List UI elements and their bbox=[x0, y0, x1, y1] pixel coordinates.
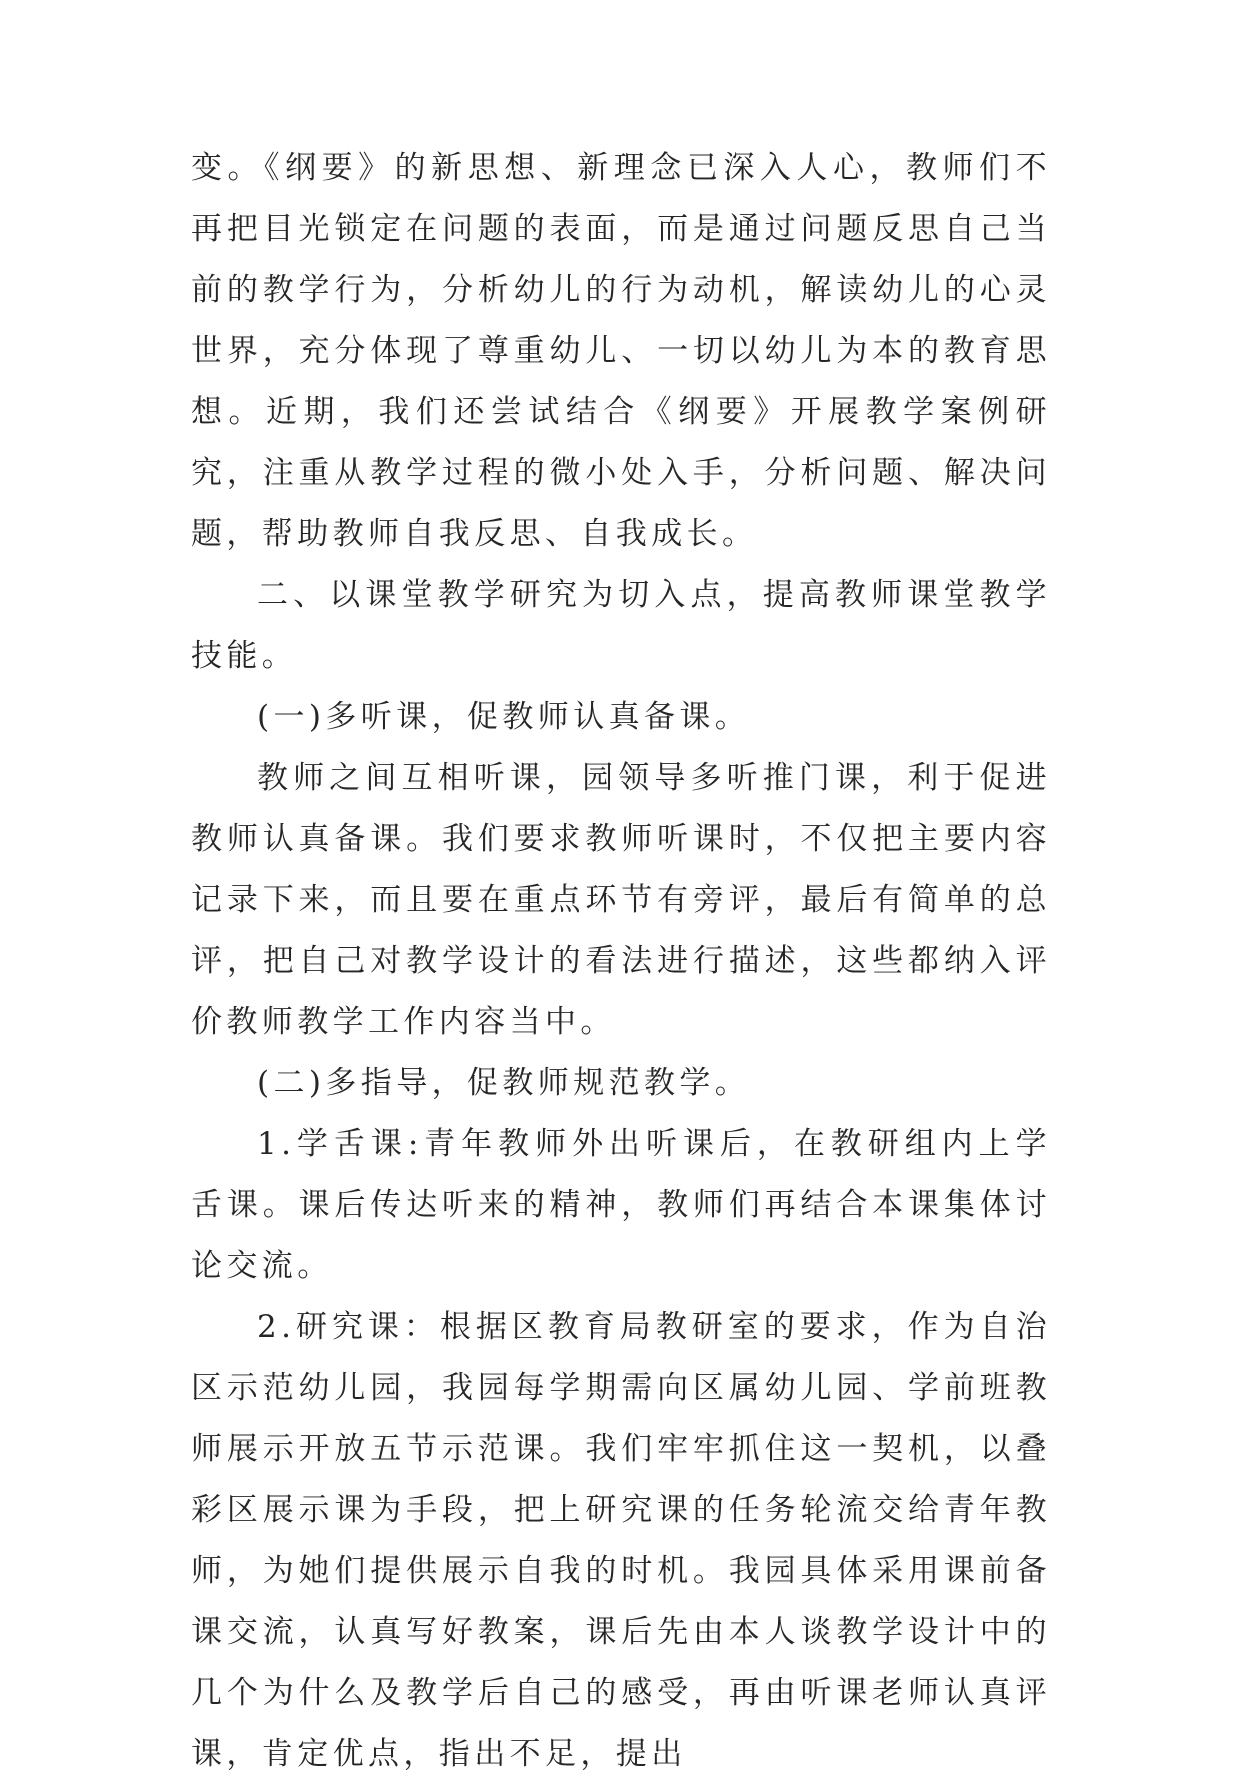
document-page bbox=[191, 138, 1051, 1785]
paragraph-listening: 教师之间互相听课，园领导多听推门课，利于促进教师认真备课。我们要求教师听课时，不仅把主要内容记录下来，而且要在重点环节有旁评，最后有简单的总评，把自己对教学设计的看法进行描述，这些都纳入评价教师教学工作内容当中。 bbox=[191, 760, 1051, 1040]
list-item-2: 2.研究课：根据区教育局教研室的要求，作为自治区示范幼儿园，我园每学期需向区属幼儿园、学前班教师展示开放五节示范课。我们牢牢抓住这一契机，以叠彩区展示课为手段，把上研究课的任务轮流交给青年教师，为她们提供展示自我的时机。我园具体采用课前备课交流，认真写好教案，课后先由本人谈教学设计中的几个为什么及教学后自己的感受，再由听课老师认真评课，肯定优点，指出不足，提出 bbox=[191, 1309, 1051, 1772]
list-item-1: 1.学舌课:青年教师外出听课后，在教研组内上学舌课。课后传达听来的精神，教师们再结合本课集体讨论交流。 bbox=[191, 1126, 1051, 1284]
subsection-heading-2: (二)多指导，促教师规范教学。 bbox=[257, 1065, 751, 1101]
subsection-heading-1: (一)多听课，促教师认真备课。 bbox=[257, 699, 751, 735]
paragraph-continuation: 变。《纲要》的新思想、新理念已深入人心，教师们不再把目光锁定在问题的表面，而是通过问题反思自己当前的教学行为，分析幼儿的行为动机，解读幼儿的心灵世界，充分体现了尊重幼儿、一切以幼儿为本的教育思想。近期，我们还尝试结合《纲要》开展教学案例研究，注重从教学过程的微小处入手，分析问题、解决问题，帮助教师自我反思、自我成长。 bbox=[191, 150, 1051, 552]
section-heading-2: 二、以课堂教学研究为切入点，提高教师课堂教学技能。 bbox=[191, 577, 1051, 674]
